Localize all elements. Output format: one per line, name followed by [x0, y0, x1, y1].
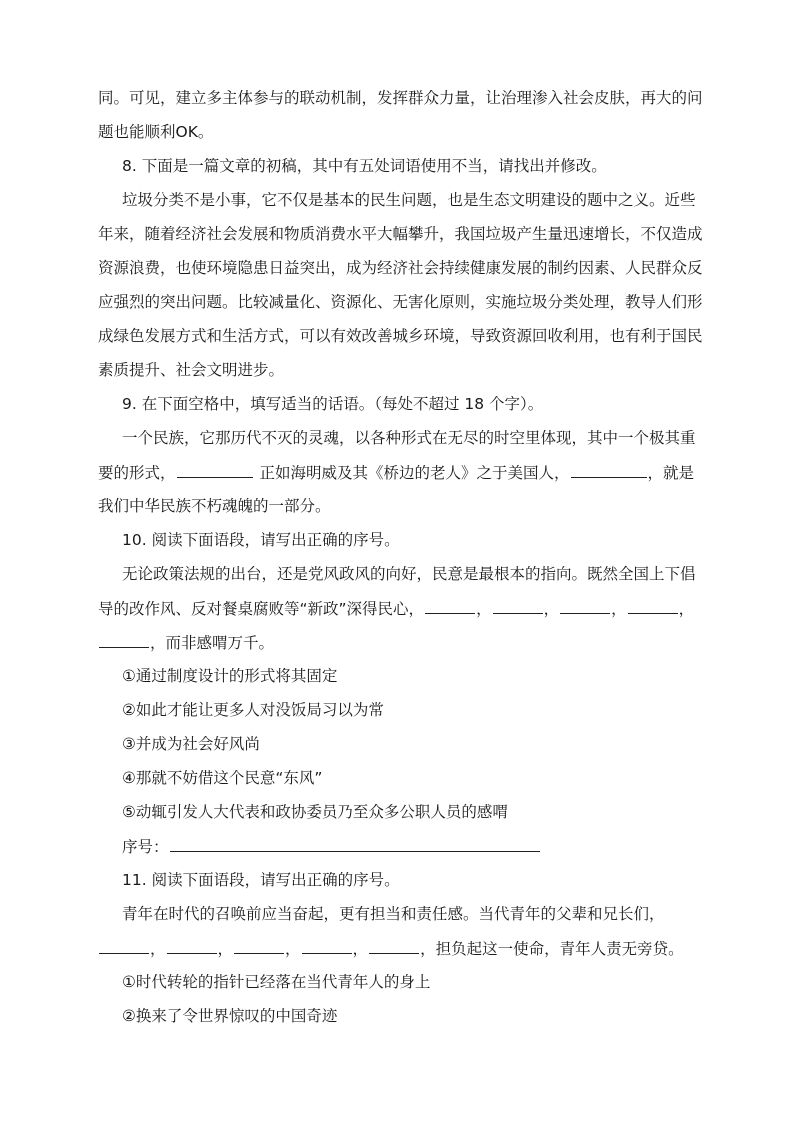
q10-blank-2[interactable]: [493, 598, 543, 614]
comma: ，: [543, 600, 560, 618]
q9-blank-2[interactable]: [571, 462, 647, 478]
q10-option-3: ③并成为社会好风尚: [122, 735, 260, 753]
q8-paragraph-line-3: 资源浪费，也使环境隐患日益突出，成为经济社会持续健康发展的制约因素、人民群众反: [98, 259, 703, 277]
answer-label: 序号：: [122, 838, 169, 856]
q11-paragraph-line-2: [98, 938, 698, 959]
q10-blank-5[interactable]: [99, 632, 149, 648]
comma: ，: [150, 940, 166, 958]
q10-answer-line: [122, 836, 722, 857]
q9-blank-1[interactable]: [177, 462, 253, 478]
q9-paragraph-line-3: 我们中华民族不朽魂魄的一部分。: [98, 497, 331, 515]
q11-blank-3[interactable]: [234, 938, 284, 954]
q10-blank-3[interactable]: [560, 598, 610, 614]
comma: ，: [217, 940, 234, 958]
q10-blank-1[interactable]: [425, 598, 475, 614]
q11-blank-2[interactable]: [167, 938, 217, 954]
q10-option-4: ④那就不妨借这个民意“东风”: [122, 769, 323, 787]
q10-option-1: ①通过制度设计的形式将其固定: [122, 667, 338, 685]
q11-option-2: ②换来了令世界惊叹的中国奇迹: [122, 1007, 338, 1025]
q10-paragraph-line-2: [98, 598, 698, 619]
intro-line-1: 同。可见，建立多主体参与的联动机制，发挥群众力量，让治理渗入社会皮肤，再大的问: [98, 89, 703, 107]
q10-paragraph-line-1: 无论政策法规的出台，还是党风政风的向好，民意是最根本的指向。既然全国上下倡: [122, 565, 696, 583]
q10-text-b: ，而非感喟万千。: [150, 634, 275, 652]
q11-blank-5[interactable]: [369, 938, 419, 954]
q11-blank-1[interactable]: [99, 938, 149, 954]
question-9-title: 9. 在下面空格中，填写适当的话语。（每处不超过 18 个字）。: [122, 395, 544, 413]
q11-blank-4[interactable]: [302, 938, 352, 954]
intro-line-2: 题也能顺利OK。: [98, 123, 214, 141]
q10-answer-blank[interactable]: [170, 836, 540, 852]
comma: ，: [285, 940, 301, 958]
q10-option-5: ⑤动辄引发人大代表和政协委员乃至众多公职人员的感喟: [122, 803, 508, 821]
q9-text-a: 要的形式，: [98, 464, 176, 482]
comma: ，: [476, 600, 492, 618]
q11-text-b: ，担负起这一使命，青年人责无旁贷。: [420, 940, 684, 958]
q10-blank-4[interactable]: [628, 598, 678, 614]
comma: ，: [611, 600, 627, 618]
question-8-title: 8. 下面是一篇文章的初稿，其中有五处词语使用不当，请找出并修改。: [122, 157, 607, 175]
q11-option-1: ①时代转轮的指针已经落在当代青年人的身上: [122, 973, 431, 991]
comma: ，: [352, 940, 369, 958]
q9-paragraph-line-2: [98, 462, 698, 483]
q8-paragraph-line-1: 垃圾分类不是小事，它不仅是基本的民生问题，也是生态文明建设的题中之义。近些: [122, 191, 696, 209]
q9-paragraph-line-1: 一个民族，它那历代不灭的灵魂，以各种形式在无尽的时空里体现，其中一个极其重: [122, 429, 696, 447]
question-10-title: 10. 阅读下面语段，请写出正确的序号。: [122, 531, 400, 549]
q10-paragraph-line-3: [98, 632, 698, 653]
q8-paragraph-line-4: 应强烈的突出问题。比较减量化、资源化、无害化原则，实施垃圾分类处理，教导人们形: [98, 293, 703, 311]
q8-paragraph-line-5: 成绿色发展方式和生活方式，可以有效改善城乡环境，导致资源回收利用，也有利于国民: [98, 327, 703, 345]
q10-text-a: 导的改作风、反对餐桌腐败等“新政”深得民心，: [98, 600, 425, 618]
q8-paragraph-line-2: 年来，随着经济社会发展和物质消费水平大幅攀升，我国垃圾产生量迅速增长，不仅造成: [98, 225, 703, 243]
q9-text-b: 正如海明威及其《桥边的老人》之于美国人，: [259, 464, 570, 482]
q11-paragraph-line-1: 青年在时代的召唤前应当奋起，更有担当和责任感。当代青年的父辈和兄长们，: [122, 905, 665, 923]
q10-option-2: ②如此才能让更多人对没饭局习以为常: [122, 701, 384, 719]
q8-paragraph-line-6: 素质提升、社会文明进步。: [98, 361, 285, 379]
q9-text-c: ，就是: [647, 464, 695, 482]
question-11-title: 11. 阅读下面语段，请写出正确的序号。: [122, 871, 400, 889]
comma: ，: [678, 600, 695, 618]
